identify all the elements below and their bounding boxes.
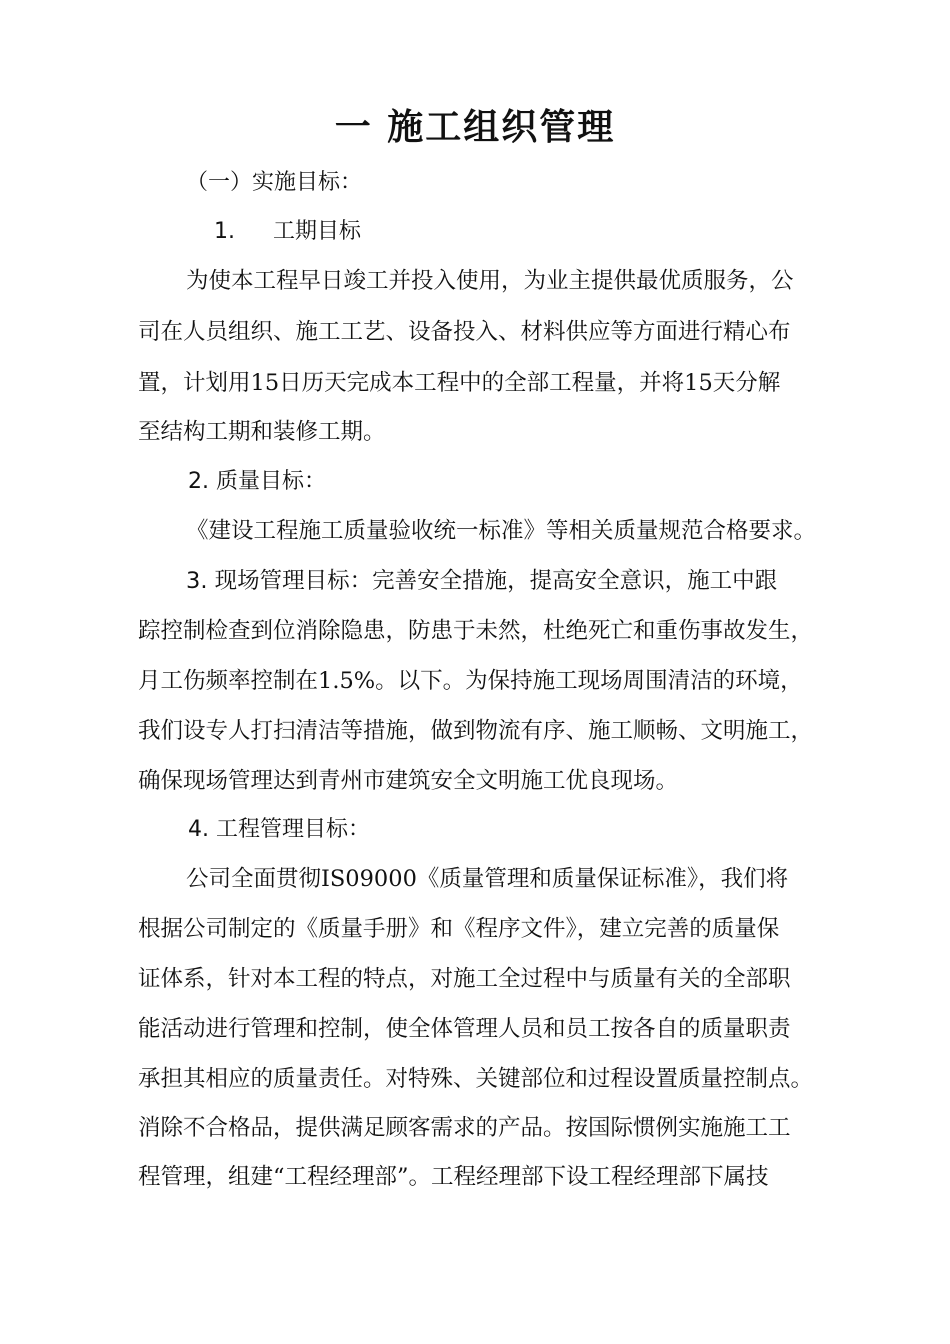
section-heading: （一）实施目标： — [186, 170, 363, 195]
goal1-heading — [214, 216, 361, 248]
goal4-paragraph-line: 公司全面贯彻IS09000《质量管理和质量保证标准》，我们将 — [186, 866, 789, 892]
goal4-heading: 4. 工程管理目标： — [188, 817, 370, 842]
page-title: 一 施工组织管理 — [334, 107, 616, 148]
goal3-label: 3. 现场管理目标： — [186, 568, 373, 594]
goal1-paragraph-line: 司在人员组织、施工工艺、设备投入、材料供应等方面进行精心布 — [138, 319, 791, 345]
goal1-paragraph-line: 置，计划用15日历天完成本工程中的全部工程量，并将15天分解 — [138, 370, 781, 396]
goal3-first-text: 完善安全措施，提高安全意识，施工中跟 — [372, 568, 778, 594]
goal1-paragraph-line: 为使本工程早日竣工并投入使用，为业主提供最优质服务，公 — [186, 268, 794, 294]
goal1-label: 工期目标 — [273, 219, 362, 244]
goal3-paragraph-line: 踪控制检查到位消除隐患，防患于未然，杜绝死亡和重伤事故发生， — [138, 618, 814, 644]
goal4-paragraph-line: 根据公司制定的《质量手册》和《程序文件》，建立完善的质量保 — [138, 916, 780, 942]
goal4-paragraph-line: 程管理，组建“工程经理部”。工程经理部下设工程经理部下属技 — [138, 1164, 769, 1190]
goal3-first-line — [186, 565, 777, 597]
goal3-paragraph-line: 确保现场管理达到青州市建筑安全文明施工优良现场。 — [138, 768, 679, 794]
goal3-paragraph-line: 月工伤频率控制在1.5%。以下。为保持施工现场周围清洁的环境， — [138, 668, 803, 694]
goal4-paragraph-line: 能活动进行管理和控制，使全体管理人员和员工按各自的质量职责 — [138, 1016, 791, 1042]
goal4-paragraph-line: 承担其相应的质量责任。对特殊、关键部位和过程设置质量控制点。 — [138, 1066, 814, 1092]
goal1-paragraph-line: 至结构工期和装修工期。 — [138, 419, 386, 445]
goal3-paragraph-line: 我们设专人打扫清洁等措施，做到物流有序、施工顺畅、文明施工， — [138, 718, 814, 744]
goal2-paragraph-line: 《建设工程施工质量验收统一标准》等相关质量规范合格要求。 — [186, 518, 817, 544]
goal1-number: 1. — [214, 219, 235, 244]
goal4-paragraph-line: 消除不合格品，提供满足顾客需求的产品。按国际惯例实施施工工 — [138, 1115, 791, 1141]
goal4-paragraph-line: 证体系，针对本工程的特点，对施工全过程中与质量有关的全部职 — [138, 966, 791, 992]
goal2-heading: 2. 质量目标： — [188, 469, 326, 494]
